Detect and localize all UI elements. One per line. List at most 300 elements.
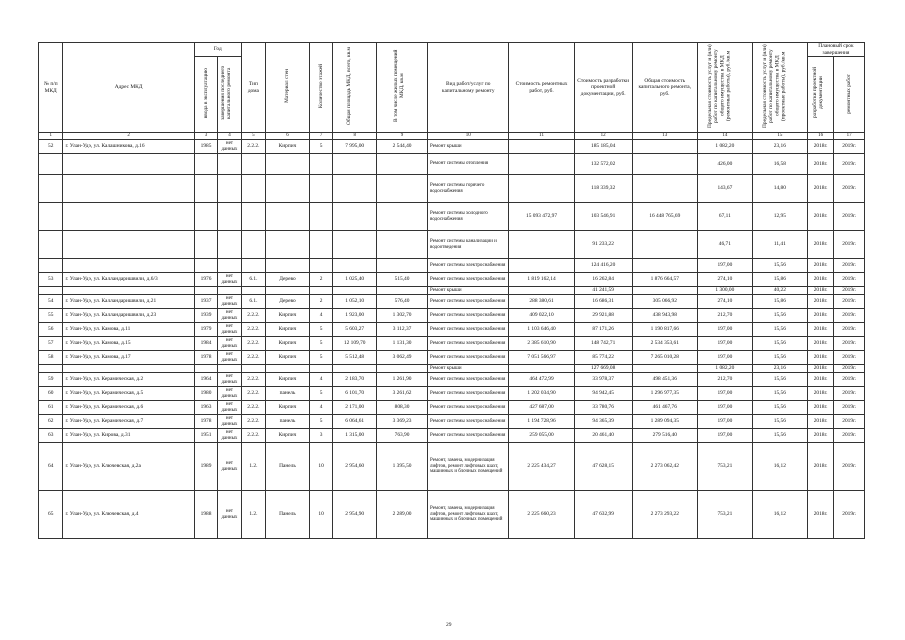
max-cost-repair-cell: 212,70 [697, 373, 752, 387]
table-row [39, 203, 865, 231]
year-commission-cell [194, 259, 217, 273]
year-commission-cell [194, 154, 217, 175]
wall-material-cell: Кирпич [266, 429, 310, 443]
max-cost-repair-cell: 197,00 [697, 429, 752, 443]
max-cost-repair-cell: 1 082,20 [697, 365, 752, 373]
planned-doc-cell: 2018г. [807, 351, 833, 365]
planned-doc-cell: 2018г. [807, 443, 833, 491]
total-area-cell [333, 365, 377, 373]
header-max-cost-doc: Предельная стоимость услуг и (или) работ по капитальному ремонту общего имущества в МКД (проектные работы), руб./кв.м [752, 43, 807, 133]
table-row [39, 259, 865, 273]
max-cost-repair-cell: 426,00 [697, 154, 752, 175]
work-type-cell: Ремонт системы электроснабжения [428, 401, 509, 415]
work-type-cell: Ремонт системы электроснабжения [428, 273, 509, 287]
floors-cell [309, 259, 332, 273]
total-area-cell [333, 154, 377, 175]
column-number: 13 [632, 133, 697, 140]
planned-repair-cell: 2019г. [834, 373, 865, 387]
row-number: 52 [39, 140, 63, 154]
total-area-cell: 5 603,27 [333, 323, 377, 337]
year-last-repair-cell: нет данных [218, 309, 241, 323]
row-number: 58 [39, 351, 63, 365]
year-commission-cell: 1984 [194, 337, 217, 351]
repair-plan-table [38, 42, 865, 539]
house-type-cell: 2.2.2. [241, 387, 265, 401]
header-year-group: Год [194, 43, 241, 57]
max-cost-doc-cell: 15,56 [752, 429, 807, 443]
work-type-cell: Ремонт системы канализации и водоотведения [428, 231, 509, 259]
wall-material-cell: Кирпич [266, 401, 310, 415]
doc-cost-cell: 94 942,45 [574, 387, 632, 401]
year-last-repair-cell: нет данных [218, 429, 241, 443]
max-cost-doc-cell: 15,56 [752, 337, 807, 351]
table-row [39, 401, 865, 415]
wall-material-cell: Дерево [266, 273, 310, 287]
max-cost-doc-cell: 15,56 [752, 401, 807, 415]
house-type-cell: 2.2.2. [241, 373, 265, 387]
address-cell [63, 203, 194, 231]
work-type-cell: Ремонт системы электроснабжения [428, 337, 509, 351]
row-number: 59 [39, 373, 63, 387]
column-number: 16 [807, 133, 833, 140]
planned-doc-cell: 2018г. [807, 401, 833, 415]
total-area-cell: 1 315,00 [333, 429, 377, 443]
floors-cell: 4 [309, 373, 332, 387]
wall-material-cell [266, 203, 310, 231]
total-area-cell [333, 175, 377, 203]
max-cost-repair-cell: 197,00 [697, 337, 752, 351]
row-number [39, 365, 63, 373]
planned-doc-cell: 2018г. [807, 154, 833, 175]
planned-doc-cell: 2018г. [807, 387, 833, 401]
wall-material-cell [266, 287, 310, 295]
year-commission-cell: 1978 [194, 415, 217, 429]
house-type-cell: 1.2. [241, 491, 265, 539]
doc-cost-cell: 29 921,88 [574, 309, 632, 323]
planned-doc-cell: 2018г. [807, 175, 833, 203]
planned-repair-cell: 2019г. [834, 351, 865, 365]
work-type-cell: Ремонт системы горячего водоснабжения [428, 175, 509, 203]
house-type-cell [241, 259, 265, 273]
column-number: 3 [194, 133, 217, 140]
max-cost-repair-cell: 197,00 [697, 351, 752, 365]
max-cost-doc-cell: 15,56 [752, 351, 807, 365]
max-cost-repair-cell: 197,00 [697, 401, 752, 415]
header-work-type: Вид работ/услуг по капитальному ремонту [428, 43, 509, 133]
planned-repair-cell: 2019г. [834, 365, 865, 373]
doc-cost-cell: 124 416,20 [574, 259, 632, 273]
wall-material-cell [266, 259, 310, 273]
year-commission-cell: 1963 [194, 401, 217, 415]
table-row [39, 273, 865, 287]
work-type-cell: Ремонт системы электроснабжения [428, 259, 509, 273]
planned-repair-cell: 2019г. [834, 203, 865, 231]
total-area-cell: 1 025,40 [333, 273, 377, 287]
repair-cost-cell [509, 365, 574, 373]
planned-doc-cell: 2018г. [807, 491, 833, 539]
total-area-cell [333, 231, 377, 259]
floors-cell [309, 231, 332, 259]
repair-cost-cell: 2 225 660,23 [509, 491, 574, 539]
total-area-cell: 2 954,90 [333, 491, 377, 539]
work-type-cell: Ремонт системы электроснабжения [428, 323, 509, 337]
table-row [39, 323, 865, 337]
column-number: 11 [509, 133, 574, 140]
year-commission-cell: 1988 [194, 491, 217, 539]
floors-cell [309, 287, 332, 295]
year-commission-cell [194, 175, 217, 203]
max-cost-doc-cell: 14,80 [752, 175, 807, 203]
doc-cost-cell: 103 546,91 [574, 203, 632, 231]
living-area-cell [377, 365, 428, 373]
total-cost-cell [632, 259, 697, 273]
planned-repair-cell: 2019г. [834, 429, 865, 443]
column-number: 1 [39, 133, 63, 140]
year-commission-cell [194, 287, 217, 295]
repair-cost-cell: 1 103 646,40 [509, 323, 574, 337]
max-cost-repair-cell: 197,00 [697, 415, 752, 429]
wall-material-cell [266, 175, 310, 203]
header-year-commission: ввода в эксплуатацию [194, 57, 217, 133]
year-commission-cell: 1979 [194, 323, 217, 337]
year-commission-cell: 1989 [194, 443, 217, 491]
total-cost-cell: 305 066,92 [632, 295, 697, 309]
total-area-cell [333, 259, 377, 273]
house-type-cell: 2.2.2. [241, 309, 265, 323]
planned-doc-cell: 2018г. [807, 309, 833, 323]
year-last-repair-cell: нет данных [218, 443, 241, 491]
address-cell [63, 365, 194, 373]
row-number: 53 [39, 273, 63, 287]
doc-cost-cell: 20 461,40 [574, 429, 632, 443]
year-last-repair-cell: нет данных [218, 323, 241, 337]
column-number: 6 [266, 133, 310, 140]
house-type-cell: 6.1. [241, 295, 265, 309]
address-cell: г. Улан-Удэ, ул. Керамическая, д.2 [63, 373, 194, 387]
planned-repair-cell: 2019г. [834, 259, 865, 273]
floors-cell [309, 203, 332, 231]
living-area-cell [377, 175, 428, 203]
house-type-cell: 2.2.2. [241, 351, 265, 365]
work-type-cell: Ремонт системы электроснабжения [428, 309, 509, 323]
repair-cost-cell: 464 472,99 [509, 373, 574, 387]
column-number: 14 [697, 133, 752, 140]
house-type-cell: 2.2.2. [241, 415, 265, 429]
house-type-cell: 2.2.2. [241, 323, 265, 337]
doc-cost-cell: 94 365,39 [574, 415, 632, 429]
wall-material-cell: панель [266, 415, 310, 429]
planned-repair-cell: 2019г. [834, 175, 865, 203]
row-number [39, 175, 63, 203]
wall-material-cell: Кирпич [266, 337, 310, 351]
address-cell [63, 175, 194, 203]
total-cost-cell: 1 876 664,57 [632, 273, 697, 287]
year-last-repair-cell: нет данных [218, 387, 241, 401]
table-row [39, 154, 865, 175]
wall-material-cell: Кирпич [266, 309, 310, 323]
total-cost-cell: 438 943,98 [632, 309, 697, 323]
max-cost-doc-cell: 15,86 [752, 273, 807, 287]
living-area-cell: 808,30 [377, 401, 428, 415]
total-area-cell: 1 923,00 [333, 309, 377, 323]
planned-repair-cell: 2019г. [834, 323, 865, 337]
doc-cost-cell: 91 233,22 [574, 231, 632, 259]
work-type-cell: Ремонт, замена, модернизация лифтов, ремонт лифтовых шахт, машинных и блочных помещений [428, 491, 509, 539]
year-commission-cell: 1976 [194, 273, 217, 287]
max-cost-doc-cell: 15,56 [752, 309, 807, 323]
total-cost-cell [632, 140, 697, 154]
max-cost-doc-cell: 15,56 [752, 415, 807, 429]
planned-doc-cell: 2018г. [807, 337, 833, 351]
house-type-cell [241, 154, 265, 175]
planned-doc-cell: 2018г. [807, 231, 833, 259]
total-cost-cell: 461 467,76 [632, 401, 697, 415]
year-commission-cell [194, 203, 217, 231]
max-cost-doc-cell: 15,56 [752, 323, 807, 337]
work-type-cell: Ремонт, замена, модернизация лифтов, ремонт лифтовых шахт, машинных и блочных помещений [428, 443, 509, 491]
table-row [39, 429, 865, 443]
address-cell: г. Улан-Удэ, ул. Керамическая, д.7 [63, 415, 194, 429]
work-type-cell: Ремонт системы электроснабжения [428, 387, 509, 401]
header-repair-cost: Стоимость ремонтных работ, руб. [509, 43, 574, 133]
column-number: 4 [218, 133, 241, 140]
table-row [39, 491, 865, 539]
doc-cost-cell: 47 628,15 [574, 443, 632, 491]
living-area-cell: 2 289,00 [377, 491, 428, 539]
planned-repair-cell: 2019г. [834, 401, 865, 415]
max-cost-doc-cell: 23,16 [752, 365, 807, 373]
planned-repair-cell: 2019г. [834, 140, 865, 154]
max-cost-doc-cell: 16,12 [752, 491, 807, 539]
max-cost-doc-cell: 15,56 [752, 259, 807, 273]
max-cost-doc-cell: 11,41 [752, 231, 807, 259]
wall-material-cell: Кирпич [266, 373, 310, 387]
address-cell: г. Улан-Удэ, ул. Керамическая, д.6 [63, 401, 194, 415]
total-cost-cell [632, 287, 697, 295]
max-cost-doc-cell: 23,16 [752, 140, 807, 154]
wall-material-cell: Панель [266, 491, 310, 539]
total-area-cell: 5 512,48 [333, 351, 377, 365]
year-last-repair-cell [218, 175, 241, 203]
work-type-cell: Ремонт системы электроснабжения [428, 351, 509, 365]
house-type-cell: 2.2.2. [241, 429, 265, 443]
living-area-cell: 515,40 [377, 273, 428, 287]
house-type-cell: 2.2.2. [241, 140, 265, 154]
work-type-cell: Ремонт системы холодного водоснабжения [428, 203, 509, 231]
planned-doc-cell: 2018г. [807, 203, 833, 231]
year-last-repair-cell [218, 259, 241, 273]
work-type-cell: Ремонт крыши [428, 140, 509, 154]
row-number [39, 231, 63, 259]
repair-cost-cell: 2 385 610,90 [509, 337, 574, 351]
address-cell: г. Улан-Удэ, ул. Ключевская, д.4 [63, 491, 194, 539]
max-cost-doc-cell: 16,12 [752, 443, 807, 491]
row-number [39, 259, 63, 273]
planned-repair-cell: 2019г. [834, 295, 865, 309]
planned-doc-cell: 2018г. [807, 295, 833, 309]
floors-cell: 5 [309, 140, 332, 154]
total-cost-cell [632, 365, 697, 373]
total-area-cell [333, 287, 377, 295]
doc-cost-cell: 16 262,84 [574, 273, 632, 287]
row-number [39, 154, 63, 175]
year-last-repair-cell [218, 203, 241, 231]
repair-cost-cell: 1 819 162,14 [509, 273, 574, 287]
year-last-repair-cell [218, 231, 241, 259]
total-area-cell: 2 954,60 [333, 443, 377, 491]
doc-cost-cell: 85 774,22 [574, 351, 632, 365]
address-cell: г. Улан-Удэ, ул. Камова, д.15 [63, 337, 194, 351]
header-doc-cost: Стоимость разработки проектной документации, руб. [574, 43, 632, 133]
planned-repair-cell: 2019г. [834, 491, 865, 539]
total-area-cell: 6 101,70 [333, 387, 377, 401]
work-type-cell: Ремонт системы отопления [428, 154, 509, 175]
page-number: 29 [446, 622, 452, 628]
table-header [39, 43, 865, 140]
year-commission-cell: 1964 [194, 373, 217, 387]
doc-cost-cell: 33 780,76 [574, 401, 632, 415]
living-area-cell [377, 231, 428, 259]
wall-material-cell: Кирпич [266, 140, 310, 154]
total-area-cell: 2 171,00 [333, 401, 377, 415]
repair-cost-cell: 1 194 728,96 [509, 415, 574, 429]
column-number: 8 [333, 133, 377, 140]
living-area-cell: 1 261,90 [377, 373, 428, 387]
year-commission-cell [194, 231, 217, 259]
floors-cell: 5 [309, 415, 332, 429]
house-type-cell: 2.2.2. [241, 337, 265, 351]
max-cost-doc-cell: 12,95 [752, 203, 807, 231]
repair-cost-cell: 259 055,00 [509, 429, 574, 443]
address-cell: г. Улан-Удэ, ул. Камова, д.11 [63, 323, 194, 337]
total-cost-cell: 1 190 817,66 [632, 323, 697, 337]
column-number: 7 [309, 133, 332, 140]
address-cell: г. Улан-Удэ, ул. Калашникова, д.16 [63, 140, 194, 154]
planned-doc-cell: 2018г. [807, 373, 833, 387]
year-commission-cell: 1985 [194, 140, 217, 154]
header-wall-material: Материал стен [266, 43, 310, 133]
total-cost-cell [632, 154, 697, 175]
wall-material-cell: Кирпич [266, 323, 310, 337]
address-cell [63, 287, 194, 295]
living-area-cell [377, 154, 428, 175]
planned-doc-cell: 2018г. [807, 273, 833, 287]
doc-cost-cell: 148 742,71 [574, 337, 632, 351]
work-type-cell: Ремонт крыши [428, 365, 509, 373]
max-cost-repair-cell: 274,10 [697, 273, 752, 287]
total-cost-cell [632, 175, 697, 203]
year-last-repair-cell: нет данных [218, 351, 241, 365]
work-type-cell: Ремонт системы электроснабжения [428, 295, 509, 309]
planned-repair-cell: 2019г. [834, 415, 865, 429]
row-number: 55 [39, 309, 63, 323]
repair-cost-cell: 15 093 472,97 [509, 203, 574, 231]
column-number: 15 [752, 133, 807, 140]
total-area-cell: 7 995,00 [333, 140, 377, 154]
max-cost-repair-cell: 143,67 [697, 175, 752, 203]
planned-repair-cell: 2019г. [834, 273, 865, 287]
repair-cost-cell: 288 380,61 [509, 295, 574, 309]
column-number: 10 [428, 133, 509, 140]
house-type-cell: 2.2.2. [241, 401, 265, 415]
wall-material-cell [266, 231, 310, 259]
table-row [39, 387, 865, 401]
house-type-cell [241, 175, 265, 203]
max-cost-doc-cell: 40,22 [752, 287, 807, 295]
living-area-cell: 1 395,50 [377, 443, 428, 491]
header-planned-repair: ремонтных работ [834, 57, 865, 133]
floors-cell: 4 [309, 309, 332, 323]
planned-doc-cell: 2018г. [807, 323, 833, 337]
repair-cost-cell [509, 231, 574, 259]
planned-repair-cell: 2019г. [834, 287, 865, 295]
floors-cell: 10 [309, 491, 332, 539]
table-row [39, 140, 865, 154]
header-house-type: Тип дома [241, 43, 265, 133]
year-last-repair-cell: нет данных [218, 337, 241, 351]
max-cost-doc-cell: 15,56 [752, 373, 807, 387]
total-area-cell: 12 109,70 [333, 337, 377, 351]
header-address: Адрес МКД [63, 43, 194, 133]
total-area-cell: 6 064,61 [333, 415, 377, 429]
planned-doc-cell: 2018г. [807, 140, 833, 154]
address-cell [63, 259, 194, 273]
doc-cost-cell: 87 171,26 [574, 323, 632, 337]
row-number: 62 [39, 415, 63, 429]
max-cost-repair-cell: 46,71 [697, 231, 752, 259]
work-type-cell: Ремонт системы электроснабжения [428, 429, 509, 443]
max-cost-repair-cell: 753,21 [697, 443, 752, 491]
max-cost-repair-cell: 1 082,20 [697, 140, 752, 154]
total-cost-cell: 16 448 765,69 [632, 203, 697, 231]
living-area-cell: 1 131,30 [377, 337, 428, 351]
doc-cost-cell: 127 669,08 [574, 365, 632, 373]
column-number: 17 [834, 133, 865, 140]
row-number: 65 [39, 491, 63, 539]
year-commission-cell: 1980 [194, 387, 217, 401]
living-area-cell: 3 112,37 [377, 323, 428, 337]
planned-doc-cell: 2018г. [807, 287, 833, 295]
year-last-repair-cell: нет данных [218, 491, 241, 539]
total-cost-cell [632, 231, 697, 259]
total-cost-cell: 2 273 293,22 [632, 491, 697, 539]
living-area-cell [377, 203, 428, 231]
table-row [39, 295, 865, 309]
wall-material-cell: Кирпич [266, 351, 310, 365]
planned-repair-cell: 2019г. [834, 337, 865, 351]
address-cell: г. Улан-Удэ, ул. Калландаришвили, д.21 [63, 295, 194, 309]
floors-cell [309, 154, 332, 175]
table-row [39, 287, 865, 295]
year-last-repair-cell [218, 287, 241, 295]
planned-doc-cell: 2018г. [807, 365, 833, 373]
row-number: 60 [39, 387, 63, 401]
house-type-cell: 1.2. [241, 443, 265, 491]
header-num: № п/п МКД [39, 43, 63, 133]
max-cost-repair-cell: 197,00 [697, 259, 752, 273]
header-total-area: Общая площадь МКД, всего, кв.м [333, 43, 377, 133]
doc-cost-cell: 47 632,99 [574, 491, 632, 539]
row-number: 57 [39, 337, 63, 351]
planned-doc-cell: 2018г. [807, 415, 833, 429]
year-commission-cell [194, 365, 217, 373]
year-last-repair-cell: нет данных [218, 401, 241, 415]
living-area-cell: 3 062,49 [377, 351, 428, 365]
year-last-repair-cell: нет данных [218, 373, 241, 387]
max-cost-doc-cell: 15,86 [752, 295, 807, 309]
living-area-cell: 3 261,62 [377, 387, 428, 401]
address-cell: г. Улан-Удэ, ул. Керамическая, д.5 [63, 387, 194, 401]
